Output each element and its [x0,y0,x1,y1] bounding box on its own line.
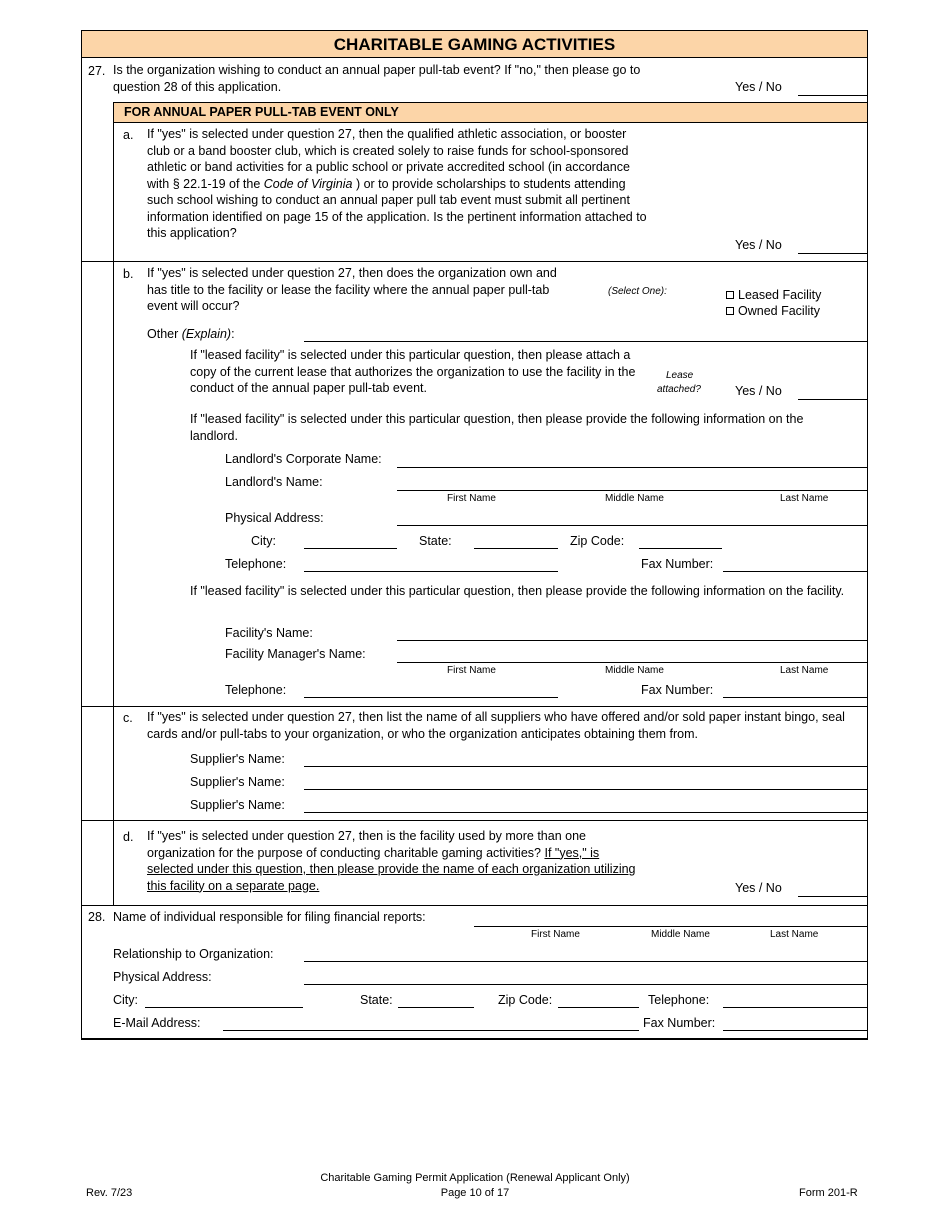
qb-option-owned-label: Owned Facility [738,304,820,318]
section-divider [82,905,867,906]
q28-email-label: E-Mail Address: [113,1016,201,1030]
landlord-zip-line[interactable] [639,548,722,549]
q28-state-label: State: [360,993,393,1007]
landlord-state-label: State: [419,534,452,548]
landlord-fax-label: Fax Number: [641,557,714,571]
qb-other-explain: (Explain) [181,327,232,341]
qb-other-text: Other [147,327,179,341]
facility-fax-label: Fax Number: [641,683,714,697]
q28-name-line[interactable] [474,926,868,927]
q28-last-name: Last Name [770,929,819,940]
facility-fax-line[interactable] [723,697,868,698]
q28-city-line[interactable] [145,1007,303,1008]
section-divider [82,261,867,262]
qb-letter: b. [123,267,134,281]
landlord-city-label: City: [251,534,276,548]
q28-email-line[interactable] [223,1030,639,1031]
landlord-state-line[interactable] [474,548,558,549]
landlord-zip-label: Zip Code: [570,534,625,548]
q28-relationship-line[interactable] [304,961,868,962]
facility-manager-label: Facility Manager's Name: [225,647,366,661]
landlord-address-label: Physical Address: [225,511,324,525]
q28-middle-name: Middle Name [651,929,710,940]
facility-name-label: Facility's Name: [225,626,313,640]
facility-telephone-label: Telephone: [225,683,287,697]
q28-telephone-line[interactable] [723,1007,868,1008]
landlord-last-name: Last Name [780,493,829,504]
facility-last-name: Last Name [780,665,829,676]
qd-text-plain: If "yes" is selected under question 27, then is the facility used by more than one organization for the purpose of conducting charitable gaming activities? [147,829,586,860]
q28-address-line[interactable] [304,984,868,985]
section-divider [82,706,867,707]
q28-fax-label: Fax Number: [643,1016,716,1030]
qb-lease-answer-line[interactable] [798,399,868,400]
landlord-address-line[interactable] [397,525,868,526]
q28-fax-line[interactable] [723,1030,868,1031]
section-title: CHARITABLE GAMING ACTIVITIES [82,31,867,58]
q28-first-name: First Name [531,929,580,940]
q28-telephone-label: Telephone: [648,993,710,1007]
qc-letter: c. [123,711,133,725]
landlord-telephone-line[interactable] [304,571,558,572]
qb-lease-text: If "leased facility" is selected under this particular question, then please attach a copy of the current lease that authorizes the organization to use the facility in the conduct of the annual paper pull-tab event. [190,348,636,395]
landlord-city-line[interactable] [304,548,397,549]
qb-option-owned[interactable] [726,303,820,319]
subsection-header: FOR ANNUAL PAPER PULL-TAB EVENT ONLY [113,102,868,123]
q28-relationship-label: Relationship to Organization: [113,947,274,961]
landlord-middle-name: Middle Name [605,493,664,504]
qb-option-leased[interactable] [726,287,821,303]
qd-letter: d. [123,830,134,844]
qb-select-one: (Select One): [608,286,667,297]
checkbox-leased[interactable] [726,291,734,299]
divider-left [113,262,114,706]
landlord-fax-line[interactable] [723,571,868,572]
landlord-corp-line[interactable] [397,467,868,468]
landlord-first-name: First Name [447,493,496,504]
facility-middle-name: Middle Name [605,665,664,676]
landlord-name-label: Landlord's Name: [225,475,323,489]
qa-answer-line[interactable] [798,253,868,254]
qb-landlord-intro: If "leased facility" is selected under this particular question, then please provide the following information on the landlord. [190,412,804,443]
qa-letter: a. [123,128,134,142]
qc-text: If "yes" is selected under question 27, then list the name of all suppliers who have offered and/or sold paper instant bingo, seal cards and/or pull-tabs to your organization, or who the organization anticipates obtaining them from. [147,710,845,741]
q28-state-line[interactable] [398,1007,474,1008]
qb-other-line[interactable] [304,341,868,342]
footer-page-number: Page 10 of 17 [440,1187,510,1199]
footer-revision: Rev. 7/23 [86,1187,133,1199]
supplier-line-1[interactable] [304,766,868,767]
qd-text [147,828,637,894]
supplier-label-3: Supplier's Name: [190,798,285,812]
divider-left [113,821,114,905]
qa-yes-no-label: Yes / No [735,238,782,252]
q28-address-label: Physical Address: [113,970,212,984]
qb-lease-attached-2: attached? [657,384,701,395]
q27-answer-line[interactable] [798,95,868,96]
footer-form-number: Form 201-R [799,1187,858,1199]
landlord-telephone-label: Telephone: [225,557,287,571]
qa-text [147,126,647,242]
facility-first-name: First Name [447,665,496,676]
facility-manager-line[interactable] [397,662,868,663]
section-divider [82,820,867,821]
divider-left [113,707,114,820]
qb-text: If "yes" is selected under question 27, then does the organization own and has title to the facility or lease the facility where the annual paper pull-tab event will occur? [147,266,557,313]
qb-option-leased-label: Leased Facility [738,288,822,302]
qa-text-code: Code of Virginia [263,176,353,191]
q28-city-label: City: [113,993,138,1007]
qb-lease-attached-1: Lease [666,370,694,381]
facility-name-line[interactable] [397,640,868,641]
qa-text-part1: If "yes" is selected under question 27, then the qualified athletic association, or booster club or a band booster club, which is created solely to raise funds for school-sponsored athletic or band activities for a public school or private accredited school (in accordance with § 22.1-19 of the [147,127,630,191]
facility-telephone-line[interactable] [304,697,558,698]
q27-text: Is the organization wishing to conduct an annual paper pull-tab event? If "no," then please go to question 28 of this application. [113,63,641,94]
qb-facility-intro: If "leased facility" is selected under this particular question, then please provide the following information on the facility. [190,584,845,598]
supplier-label-2: Supplier's Name: [190,775,285,789]
footer-title: Charitable Gaming Permit Application (Renewal Applicant Only) [320,1172,630,1184]
qb-other-colon: : [231,327,235,341]
divider-left [113,123,114,261]
qd-text-underlined: If "yes," is selected under this question, then please provide the name of each organization utilizing this facility on a separate page. [147,845,636,893]
supplier-line-2[interactable] [304,789,868,790]
q28-zip-label: Zip Code: [498,993,553,1007]
checkbox-owned[interactable] [726,307,734,315]
supplier-line-3[interactable] [304,812,868,813]
q28-number: 28. [88,910,106,924]
q28-zip-line[interactable] [558,1007,639,1008]
qb-other-label [147,326,235,342]
q27-yes-no-label: Yes / No [735,80,782,94]
qa-text-part2: ) or to provide scholarships to students attending such school wishing to conduct an annual paper pull tab event must submit all pertinent information identified on page 15 of the application. Is the pertinent information attached to this application? [147,176,647,240]
landlord-corp-label: Landlord's Corporate Name: [225,452,382,466]
qb-yes-no-label: Yes / No [735,384,782,398]
qd-yes-no-label: Yes / No [735,881,782,895]
q28-text: Name of individual responsible for filing financial reports: [113,910,426,924]
landlord-name-line[interactable] [397,490,868,491]
q27-number: 27. [88,64,106,78]
supplier-label-1: Supplier's Name: [190,752,285,766]
qd-answer-line[interactable] [798,896,868,897]
